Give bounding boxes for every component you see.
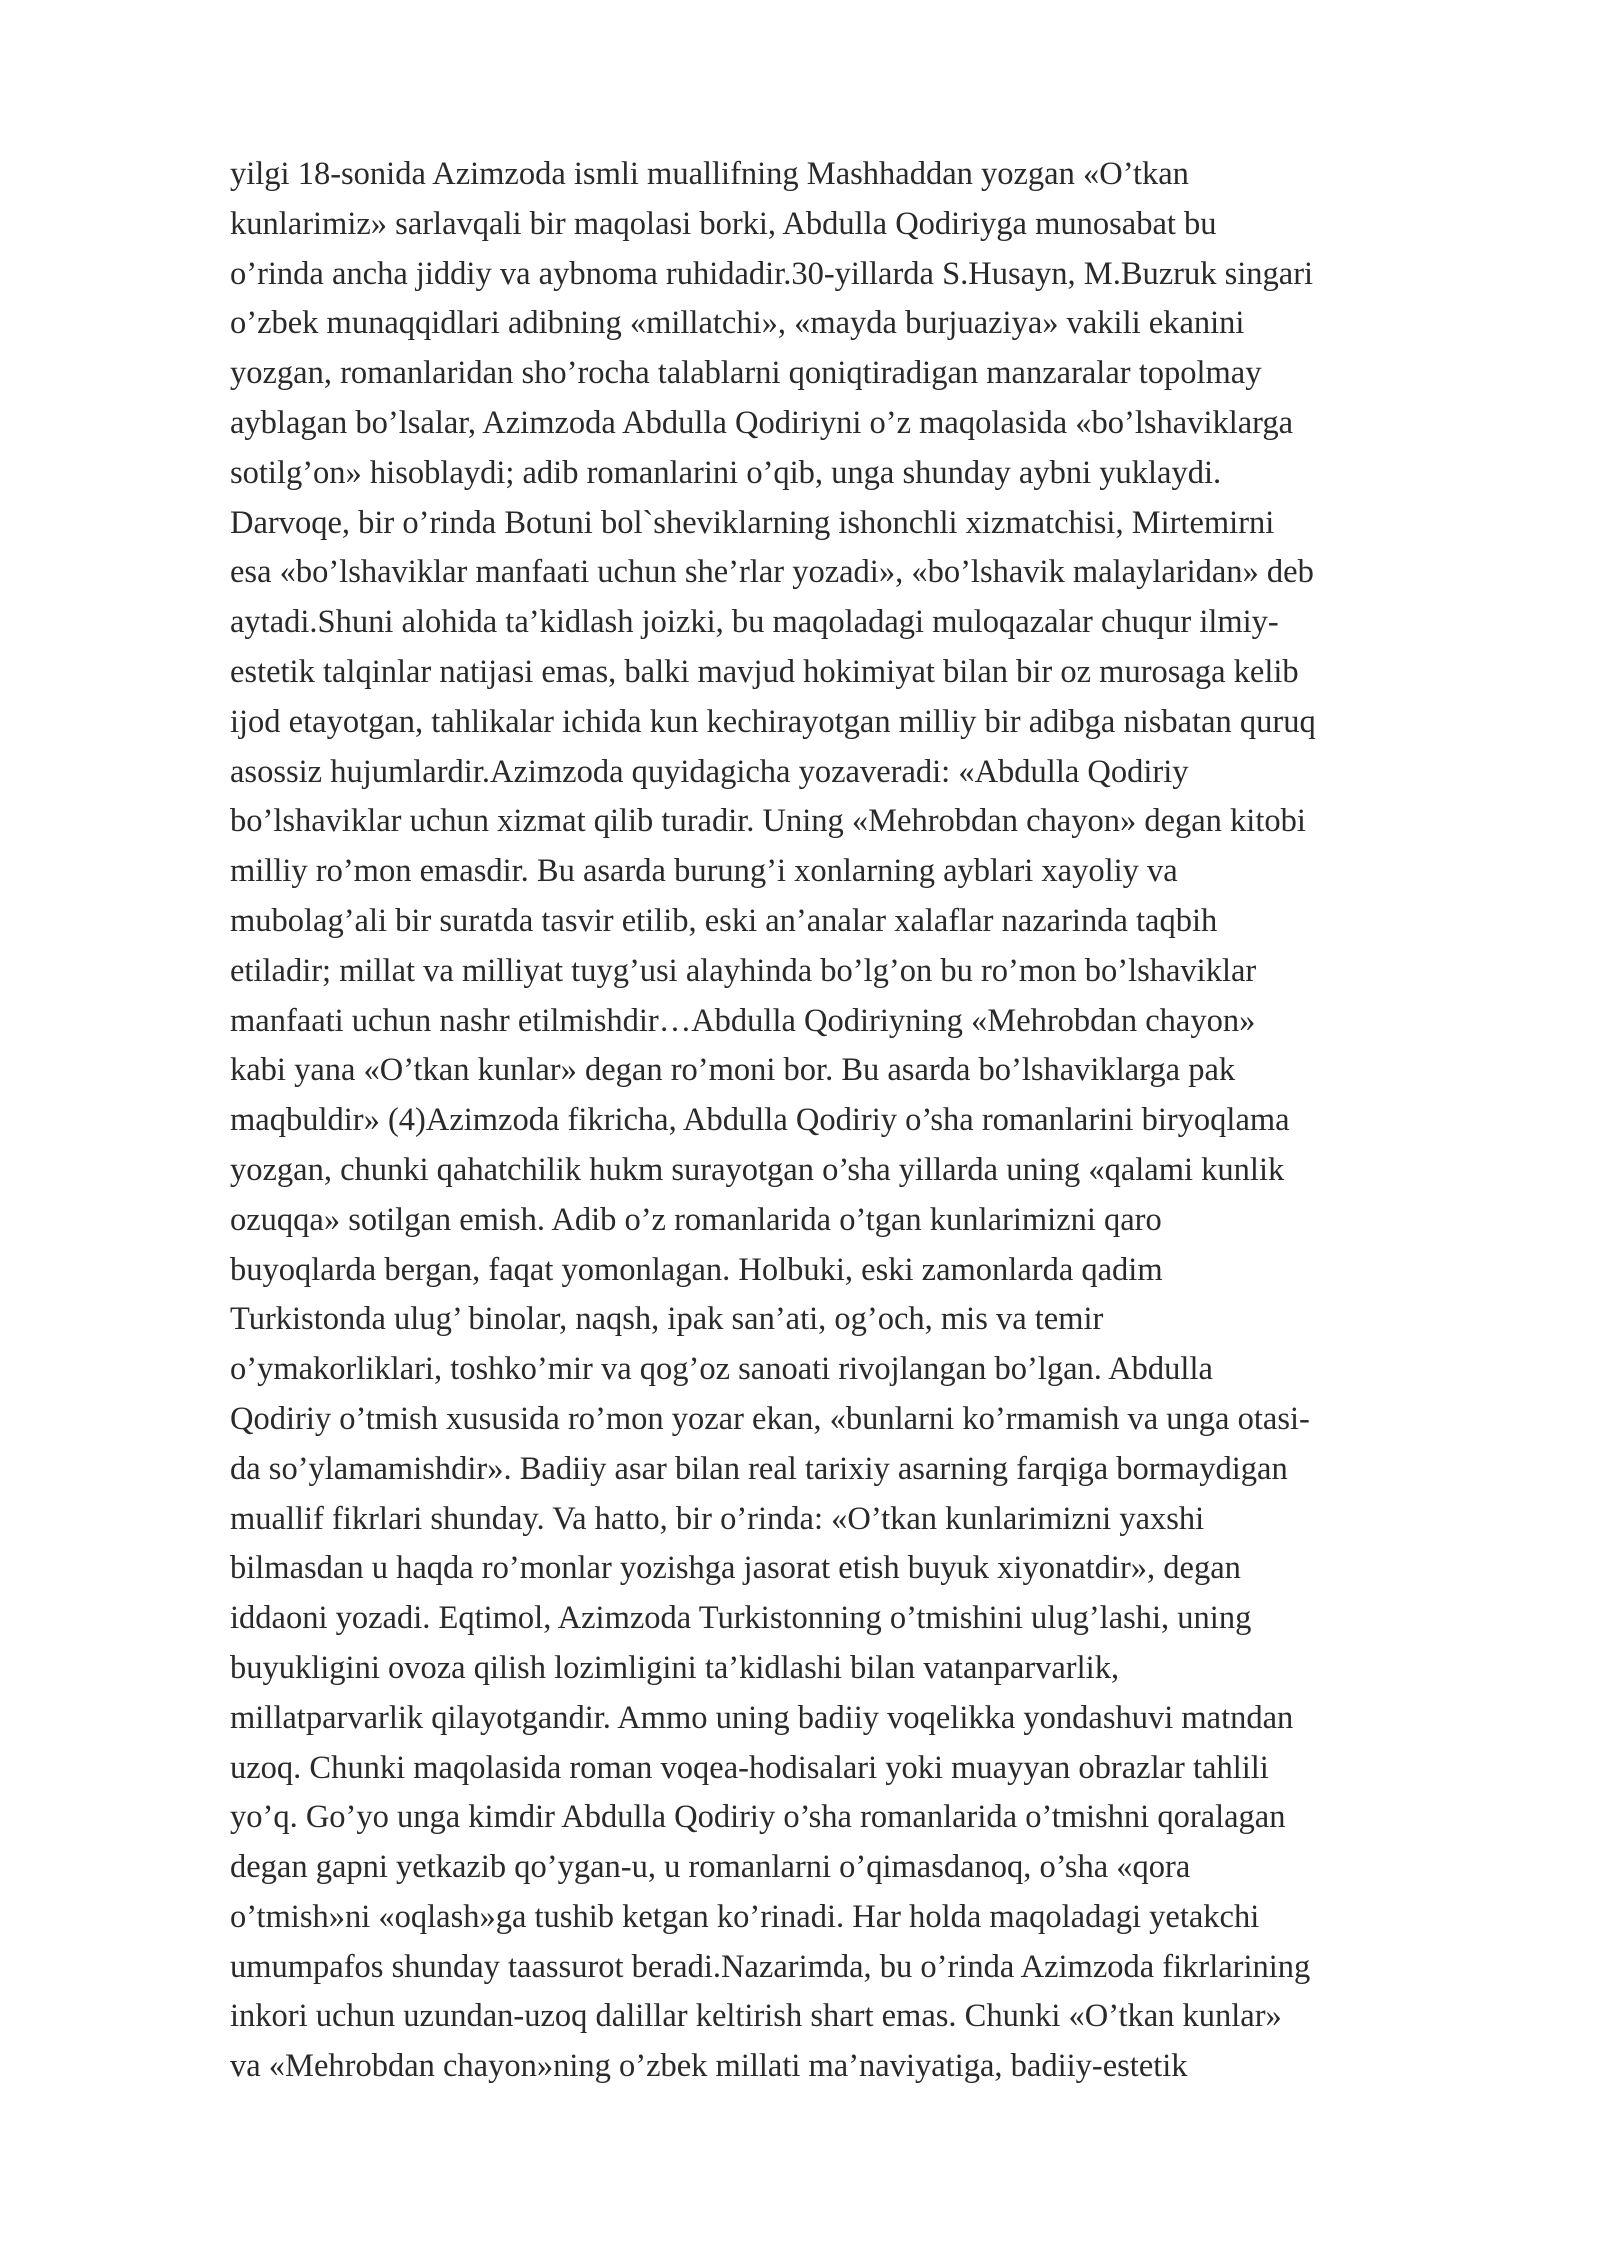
text-line: o’ymakorliklari, toshko’mir va qog’oz sanoati rivojlangan bo’lgan. Abdulla bbox=[230, 1351, 1213, 1388]
text-line: aytadi.Shuni alohida ta’kidlash joizki, bu maqoladagi muloqazalar chuqur ilmiy- bbox=[230, 604, 1279, 641]
text-line: manfaati uchun nashr etilmishdir…Abdulla Qodiriyning «Mehrobdan chayon» bbox=[230, 1002, 1256, 1039]
text-line: milliy ro’mon emasdir. Bu asarda burung’i xonlarning ayblari xayoliy va bbox=[230, 853, 1178, 890]
text-line: inkori uchun uzundan-uzoq dalillar keltirish shart emas. Chunki «O’tkan kunlar» bbox=[230, 1998, 1282, 2035]
text-line: yilgi 18-sonida Azimzoda ismli muallifning Mashhaddan yozgan «O’tkan bbox=[230, 156, 1189, 192]
text-line: yozgan, romanlaridan sho’rocha talablarni qoniqtiradigan manzaralar topolmay bbox=[230, 355, 1262, 392]
text-line: Turkistonda ulug’ binolar, naqsh, ipak san’ati, og’och, mis va temir bbox=[230, 1301, 1104, 1338]
text-line: yozgan, chunki qahatchilik hukm surayotgan o’sha yillarda uning «qalami kunlik bbox=[230, 1151, 1285, 1188]
text-line: buyukligini ovoza qilish lozimligini ta’kidlashi bilan vatanparvarlik, bbox=[230, 1649, 1120, 1686]
text-line: ozuqqa» sotilgan emish. Adib o’z romanlarida o’tgan kunlarimizni qaro bbox=[230, 1201, 1162, 1238]
text-line: kabi yana «O’tkan kunlar» degan ro’moni bor. Bu asarda bo’lshaviklarga pak bbox=[230, 1052, 1236, 1089]
text-line: o’tmish»ni «oqlash»ga tushib ketgan ko’rinadi. Har holda maqoladagi yetakchi bbox=[230, 1898, 1260, 1935]
text-line: bo’lshaviklar uchun xizmat qilib turadir. Uning «Mehrobdan chayon» degan kitobi bbox=[230, 803, 1306, 840]
text-line: degan gapni yetkazib qo’ygan-u, u romanlarni o’qimasdanoq, o’sha «qora bbox=[230, 1849, 1191, 1886]
text-line: yo’q. Go’yo unga kimdir Abdulla Qodiriy o’sha romanlarida o’tmishni qoralagan bbox=[230, 1799, 1286, 1836]
text-line: buyoqlarda bergan, faqat yomonlagan. Holbuki, eski zamonlarda qadim bbox=[230, 1251, 1163, 1288]
body-text bbox=[230, 150, 1530, 2092]
text-line: asossiz hujumlardir.Azimzoda quyidagicha yozaveradi: «Abdulla Qodiriy bbox=[230, 753, 1189, 790]
text-line: sotilg’on» hisoblaydi; adib romanlarini o’qib, unga shunday aybni yuklaydi. bbox=[230, 454, 1222, 491]
text-line: o’zbek munaqqidlari adibning «millatchi», «mayda burjuaziya» vakili ekanini bbox=[230, 305, 1245, 342]
text-line: etiladir; millat va milliyat tuyg’usi alayhinda bo’lg’on bu ro’mon bo’lshaviklar bbox=[230, 952, 1257, 989]
text-line: Darvoqe, bir o’rinda Botuni bol`sheviklarning ishonchli xizmatchisi, Mirtemirni bbox=[230, 504, 1275, 541]
text-line: Qodiriy o’tmish xususida ro’mon yozar ekan, «bunlarni ko’rmamish va unga otasi- bbox=[230, 1400, 1310, 1437]
text-line: da so’ylamamishdir». Badiiy asar bilan real tarixiy asarning farqiga bormaydigan bbox=[230, 1450, 1288, 1487]
text-line: estetik talqinlar natijasi emas, balki mavjud hokimiyat bilan bir oz murosaga kelib bbox=[230, 653, 1299, 690]
text-line: ijod etayotgan, tahlikalar ichida kun kechirayotgan milliy bir adibga nisbatan quruq bbox=[230, 703, 1316, 740]
text-line: uzoq. Chunki maqolasida roman voqea-hodisalari yoki muayyan obrazlar tahlili bbox=[230, 1749, 1269, 1786]
text-line: o’rinda ancha jiddiy va aybnoma ruhidadir.30-yillarda S.Husayn, M.Buzruk singari bbox=[230, 255, 1314, 292]
text-line: umumpafos shunday taassurot beradi.Nazarimda, bu o’rinda Azimzoda fikrlarining bbox=[230, 1948, 1311, 1985]
text-line: esa «bo’lshaviklar manfaati uchun she’rlar yozadi», «bo’lshavik malaylaridan» deb bbox=[230, 554, 1314, 591]
text-line: va «Mehrobdan chayon»ning o’zbek millati ma’naviyatiga, badiiy-estetik bbox=[230, 2048, 1188, 2085]
text-line: mubolag’ali bir suratda tasvir etilib, eski an’analar xalaflar nazarinda taqbih bbox=[230, 902, 1218, 939]
text-line: kunlarimiz» sarlavqali bir maqolasi borki, Abdulla Qodiriyga munosabat bu bbox=[230, 205, 1217, 242]
text-line: ayblagan bo’lsalar, Azimzoda Abdulla Qodiriyni o’z maqolasida «bo’lshaviklarga bbox=[230, 404, 1294, 441]
text-line: millatparvarlik qilayotgandir. Ammo uning badiiy voqelikka yondashuvi matndan bbox=[230, 1699, 1294, 1736]
text-line: bilmasdan u haqda ro’monlar yozishga jasorat etish buyuk xiyonatdir», degan bbox=[230, 1550, 1241, 1587]
text-line: maqbuldir» (4)Azimzoda fikricha, Abdulla Qodiriy o’sha romanlarini biryoqlama bbox=[230, 1102, 1290, 1139]
text-line: iddaoni yozadi. Eqtimol, Azimzoda Turkistonning o’tmishini ulug’lashi, uning bbox=[230, 1600, 1252, 1637]
text-line: muallif fikrlari shunday. Va hatto, bir o’rinda: «O’tkan kunlarimizni yaxshi bbox=[230, 1500, 1205, 1537]
